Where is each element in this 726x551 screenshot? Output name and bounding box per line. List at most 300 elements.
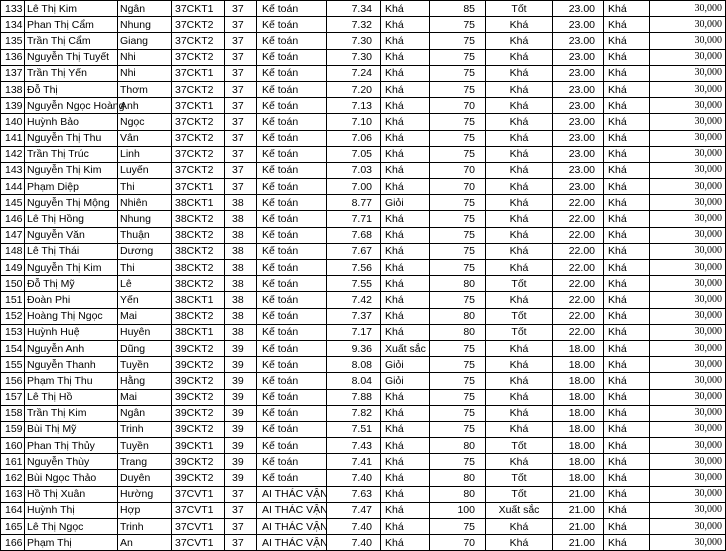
cell-family-name: Huỳnh Bảo bbox=[25, 114, 118, 130]
cell-conduct-score: 75 bbox=[430, 114, 486, 130]
cell-class-code: 38CKT1 bbox=[172, 324, 225, 340]
cell-amount: 30,000 bbox=[650, 195, 726, 211]
table-row bbox=[1, 438, 726, 454]
cell-conduct-score: 80 bbox=[430, 486, 486, 502]
cell-scholarship-type: Khá bbox=[604, 260, 650, 276]
cell-major: AI THÁC VẬN bbox=[257, 535, 327, 551]
cell-scholarship-type: Khá bbox=[604, 195, 650, 211]
cell-conduct-rank: Tốt bbox=[486, 470, 553, 486]
cell-class-code: 37CVT1 bbox=[172, 535, 225, 551]
cell-given-name: Nhi bbox=[118, 65, 172, 81]
cell-major: Kế toán bbox=[257, 227, 327, 243]
cell-conduct-rank: Khá bbox=[486, 227, 553, 243]
table-row bbox=[1, 33, 726, 49]
cell-conduct-rank: Khá bbox=[486, 179, 553, 195]
cell-scholarship-type: Khá bbox=[604, 454, 650, 470]
cell-amount: 30,000 bbox=[650, 454, 726, 470]
cell-major: AI THÁC VẬN bbox=[257, 519, 327, 535]
cell-family-name: Nguyễn Thị Tuyết bbox=[25, 49, 118, 65]
cell-row-number: 165 bbox=[1, 519, 25, 535]
cell-cohort: 38 bbox=[225, 227, 257, 243]
cell-row-number: 161 bbox=[1, 454, 25, 470]
cell-conduct-rank: Tốt bbox=[486, 1, 553, 17]
cell-row-number: 151 bbox=[1, 292, 25, 308]
cell-scholarship-type: Khá bbox=[604, 389, 650, 405]
cell-cohort: 38 bbox=[225, 211, 257, 227]
cell-amount: 30,000 bbox=[650, 49, 726, 65]
cell-amount: 30,000 bbox=[650, 114, 726, 130]
cell-academic-rank: Khá bbox=[381, 405, 430, 421]
cell-row-number: 164 bbox=[1, 502, 25, 518]
cell-given-name: Thuận bbox=[118, 227, 172, 243]
table-row bbox=[1, 114, 726, 130]
cell-amount: 30,000 bbox=[650, 179, 726, 195]
cell-grade-average: 7.30 bbox=[327, 49, 381, 65]
table-row bbox=[1, 357, 726, 373]
cell-amount: 30,000 bbox=[650, 502, 726, 518]
cell-conduct-rank: Khá bbox=[486, 292, 553, 308]
cell-scholarship-type: Khá bbox=[604, 33, 650, 49]
cell-amount: 30,000 bbox=[650, 292, 726, 308]
cell-academic-rank: Khá bbox=[381, 162, 430, 178]
cell-major: Kế toán bbox=[257, 98, 327, 114]
cell-conduct-score: 75 bbox=[430, 357, 486, 373]
cell-credits: 23.00 bbox=[553, 81, 604, 97]
cell-conduct-score: 75 bbox=[430, 260, 486, 276]
cell-cohort: 38 bbox=[225, 292, 257, 308]
cell-conduct-score: 70 bbox=[430, 162, 486, 178]
cell-academic-rank: Khá bbox=[381, 98, 430, 114]
cell-grade-average: 7.20 bbox=[327, 81, 381, 97]
cell-cohort: 37 bbox=[225, 33, 257, 49]
cell-scholarship-type: Khá bbox=[604, 438, 650, 454]
cell-amount: 30,000 bbox=[650, 260, 726, 276]
cell-academic-rank: Khá bbox=[381, 535, 430, 551]
cell-conduct-rank: Khá bbox=[486, 195, 553, 211]
cell-class-code: 37CKT2 bbox=[172, 162, 225, 178]
cell-cohort: 37 bbox=[225, 146, 257, 162]
cell-academic-rank: Khá bbox=[381, 519, 430, 535]
cell-class-code: 37CKT1 bbox=[172, 65, 225, 81]
cell-family-name: Nguyễn Ngọc Hoàng bbox=[25, 98, 118, 114]
cell-given-name: Thơm bbox=[118, 81, 172, 97]
cell-class-code: 37CKT2 bbox=[172, 33, 225, 49]
cell-amount: 30,000 bbox=[650, 373, 726, 389]
cell-scholarship-type: Khá bbox=[604, 162, 650, 178]
cell-row-number: 143 bbox=[1, 162, 25, 178]
cell-conduct-score: 70 bbox=[430, 179, 486, 195]
cell-amount: 30,000 bbox=[650, 81, 726, 97]
cell-academic-rank: Khá bbox=[381, 308, 430, 324]
cell-conduct-score: 75 bbox=[430, 405, 486, 421]
cell-conduct-rank: Khá bbox=[486, 130, 553, 146]
cell-family-name: Nguyễn Thị Mộng bbox=[25, 195, 118, 211]
cell-family-name: Nguyễn Văn bbox=[25, 227, 118, 243]
table-row bbox=[1, 65, 726, 81]
cell-family-name: Nguyễn Thị Thu bbox=[25, 130, 118, 146]
cell-scholarship-type: Khá bbox=[604, 357, 650, 373]
table-row bbox=[1, 340, 726, 356]
cell-conduct-rank: Khá bbox=[486, 421, 553, 437]
cell-amount: 30,000 bbox=[650, 389, 726, 405]
cell-family-name: Trần Thị Yến bbox=[25, 65, 118, 81]
cell-academic-rank: Khá bbox=[381, 17, 430, 33]
cell-major: Kế toán bbox=[257, 308, 327, 324]
cell-family-name: Lê Thị Ngọc bbox=[25, 519, 118, 535]
cell-family-name: Hồ Thị Xuân bbox=[25, 486, 118, 502]
cell-credits: 22.00 bbox=[553, 324, 604, 340]
cell-family-name: Huỳnh Thị bbox=[25, 502, 118, 518]
cell-amount: 30,000 bbox=[650, 33, 726, 49]
cell-conduct-rank: Khá bbox=[486, 17, 553, 33]
cell-conduct-rank: Tốt bbox=[486, 324, 553, 340]
cell-scholarship-type: Khá bbox=[604, 324, 650, 340]
cell-academic-rank: Khá bbox=[381, 179, 430, 195]
cell-cohort: 39 bbox=[225, 389, 257, 405]
cell-amount: 30,000 bbox=[650, 535, 726, 551]
cell-grade-average: 7.24 bbox=[327, 65, 381, 81]
cell-given-name: An bbox=[118, 535, 172, 551]
cell-conduct-score: 75 bbox=[430, 421, 486, 437]
cell-academic-rank: Khá bbox=[381, 292, 430, 308]
cell-grade-average: 7.13 bbox=[327, 98, 381, 114]
cell-family-name: Đỗ Thị Mỹ bbox=[25, 276, 118, 292]
cell-class-code: 38CKT2 bbox=[172, 227, 225, 243]
cell-conduct-rank: Khá bbox=[486, 114, 553, 130]
cell-conduct-rank: Khá bbox=[486, 162, 553, 178]
table-row bbox=[1, 211, 726, 227]
cell-credits: 18.00 bbox=[553, 340, 604, 356]
cell-grade-average: 7.40 bbox=[327, 535, 381, 551]
cell-amount: 30,000 bbox=[650, 324, 726, 340]
cell-given-name: Lê bbox=[118, 276, 172, 292]
cell-grade-average: 7.88 bbox=[327, 389, 381, 405]
cell-given-name: Trinh bbox=[118, 421, 172, 437]
cell-grade-average: 8.08 bbox=[327, 357, 381, 373]
cell-credits: 22.00 bbox=[553, 243, 604, 259]
table-row bbox=[1, 454, 726, 470]
cell-class-code: 39CKT2 bbox=[172, 421, 225, 437]
cell-family-name: Bùi Thị Mỹ bbox=[25, 421, 118, 437]
cell-academic-rank: Khá bbox=[381, 227, 430, 243]
cell-row-number: 144 bbox=[1, 179, 25, 195]
cell-cohort: 38 bbox=[225, 195, 257, 211]
cell-major: Kế toán bbox=[257, 17, 327, 33]
cell-grade-average: 7.17 bbox=[327, 324, 381, 340]
cell-conduct-score: 80 bbox=[430, 276, 486, 292]
cell-major: Kế toán bbox=[257, 454, 327, 470]
cell-major: Kế toán bbox=[257, 292, 327, 308]
table-row bbox=[1, 17, 726, 33]
cell-given-name: Hợp bbox=[118, 502, 172, 518]
cell-academic-rank: Khá bbox=[381, 130, 430, 146]
cell-family-name: Phan Thị Cẩm bbox=[25, 17, 118, 33]
cell-credits: 18.00 bbox=[553, 470, 604, 486]
cell-scholarship-type: Khá bbox=[604, 502, 650, 518]
table-row bbox=[1, 519, 726, 535]
cell-scholarship-type: Khá bbox=[604, 308, 650, 324]
cell-given-name: Nhiên bbox=[118, 195, 172, 211]
cell-cohort: 37 bbox=[225, 98, 257, 114]
cell-academic-rank: Khá bbox=[381, 324, 430, 340]
cell-amount: 30,000 bbox=[650, 308, 726, 324]
cell-conduct-score: 80 bbox=[430, 470, 486, 486]
cell-cohort: 39 bbox=[225, 357, 257, 373]
cell-conduct-rank: Tốt bbox=[486, 276, 553, 292]
cell-row-number: 136 bbox=[1, 49, 25, 65]
cell-row-number: 149 bbox=[1, 260, 25, 276]
cell-row-number: 163 bbox=[1, 486, 25, 502]
cell-cohort: 39 bbox=[225, 454, 257, 470]
cell-given-name: Yến bbox=[118, 292, 172, 308]
cell-family-name: Nguyễn Thị Kim bbox=[25, 260, 118, 276]
cell-credits: 18.00 bbox=[553, 438, 604, 454]
table-row bbox=[1, 81, 726, 97]
table-row bbox=[1, 260, 726, 276]
cell-academic-rank: Khá bbox=[381, 211, 430, 227]
cell-major: Kế toán bbox=[257, 65, 327, 81]
cell-amount: 30,000 bbox=[650, 519, 726, 535]
cell-row-number: 162 bbox=[1, 470, 25, 486]
cell-given-name: Duyên bbox=[118, 470, 172, 486]
cell-academic-rank: Giỏi bbox=[381, 373, 430, 389]
cell-grade-average: 7.34 bbox=[327, 1, 381, 17]
cell-given-name: Dũng bbox=[118, 340, 172, 356]
cell-grade-average: 7.40 bbox=[327, 519, 381, 535]
cell-class-code: 39CKT2 bbox=[172, 389, 225, 405]
cell-grade-average: 7.51 bbox=[327, 421, 381, 437]
table-row bbox=[1, 243, 726, 259]
cell-conduct-score: 75 bbox=[430, 17, 486, 33]
cell-family-name: Nguyễn Anh bbox=[25, 340, 118, 356]
cell-conduct-rank: Khá bbox=[486, 65, 553, 81]
cell-credits: 23.00 bbox=[553, 98, 604, 114]
cell-family-name: Phạm Thị Thu bbox=[25, 373, 118, 389]
cell-credits: 22.00 bbox=[553, 308, 604, 324]
cell-grade-average: 7.63 bbox=[327, 486, 381, 502]
cell-scholarship-type: Khá bbox=[604, 65, 650, 81]
cell-cohort: 39 bbox=[225, 470, 257, 486]
cell-family-name: Phạm Diệp bbox=[25, 179, 118, 195]
cell-credits: 23.00 bbox=[553, 33, 604, 49]
cell-conduct-score: 75 bbox=[430, 33, 486, 49]
cell-cohort: 39 bbox=[225, 373, 257, 389]
cell-cohort: 38 bbox=[225, 260, 257, 276]
cell-scholarship-type: Khá bbox=[604, 486, 650, 502]
cell-scholarship-type: Khá bbox=[604, 470, 650, 486]
cell-conduct-score: 75 bbox=[430, 195, 486, 211]
cell-class-code: 37CKT2 bbox=[172, 49, 225, 65]
cell-scholarship-type: Khá bbox=[604, 243, 650, 259]
cell-scholarship-type: Khá bbox=[604, 81, 650, 97]
cell-credits: 21.00 bbox=[553, 535, 604, 551]
cell-major: AI THÁC VẬN bbox=[257, 486, 327, 502]
cell-row-number: 153 bbox=[1, 324, 25, 340]
cell-cohort: 37 bbox=[225, 81, 257, 97]
cell-academic-rank: Khá bbox=[381, 33, 430, 49]
cell-conduct-rank: Khá bbox=[486, 389, 553, 405]
cell-class-code: 39CKT1 bbox=[172, 438, 225, 454]
cell-conduct-score: 75 bbox=[430, 243, 486, 259]
table-row bbox=[1, 162, 726, 178]
cell-amount: 30,000 bbox=[650, 211, 726, 227]
table-row bbox=[1, 373, 726, 389]
cell-cohort: 37 bbox=[225, 535, 257, 551]
cell-given-name: Anh bbox=[118, 98, 172, 114]
cell-conduct-rank: Khá bbox=[486, 260, 553, 276]
cell-conduct-score: 75 bbox=[430, 211, 486, 227]
cell-conduct-score: 80 bbox=[430, 324, 486, 340]
cell-class-code: 37CVT1 bbox=[172, 502, 225, 518]
cell-conduct-score: 75 bbox=[430, 340, 486, 356]
cell-academic-rank: Khá bbox=[381, 438, 430, 454]
cell-academic-rank: Khá bbox=[381, 470, 430, 486]
cell-grade-average: 7.43 bbox=[327, 438, 381, 454]
cell-class-code: 37CKT1 bbox=[172, 179, 225, 195]
cell-given-name: Nhung bbox=[118, 17, 172, 33]
cell-major: Kế toán bbox=[257, 146, 327, 162]
cell-cohort: 39 bbox=[225, 421, 257, 437]
cell-row-number: 158 bbox=[1, 405, 25, 421]
table-row bbox=[1, 405, 726, 421]
cell-conduct-rank: Khá bbox=[486, 373, 553, 389]
cell-academic-rank: Khá bbox=[381, 486, 430, 502]
cell-class-code: 37CKT1 bbox=[172, 98, 225, 114]
cell-amount: 30,000 bbox=[650, 227, 726, 243]
cell-class-code: 37CKT2 bbox=[172, 81, 225, 97]
cell-family-name: Phan Thị Thủy bbox=[25, 438, 118, 454]
cell-scholarship-type: Khá bbox=[604, 519, 650, 535]
cell-major: Kế toán bbox=[257, 357, 327, 373]
cell-class-code: 38CKT2 bbox=[172, 260, 225, 276]
cell-conduct-rank: Khá bbox=[486, 81, 553, 97]
cell-credits: 18.00 bbox=[553, 405, 604, 421]
cell-credits: 22.00 bbox=[553, 292, 604, 308]
cell-major: Kế toán bbox=[257, 195, 327, 211]
cell-conduct-rank: Khá bbox=[486, 405, 553, 421]
cell-cohort: 38 bbox=[225, 308, 257, 324]
cell-row-number: 137 bbox=[1, 65, 25, 81]
cell-class-code: 38CKT2 bbox=[172, 211, 225, 227]
cell-scholarship-type: Khá bbox=[604, 535, 650, 551]
cell-amount: 30,000 bbox=[650, 470, 726, 486]
cell-credits: 23.00 bbox=[553, 130, 604, 146]
cell-amount: 30,000 bbox=[650, 146, 726, 162]
cell-academic-rank: Khá bbox=[381, 260, 430, 276]
table-row bbox=[1, 276, 726, 292]
cell-academic-rank: Khá bbox=[381, 114, 430, 130]
cell-credits: 23.00 bbox=[553, 179, 604, 195]
cell-amount: 30,000 bbox=[650, 130, 726, 146]
cell-major: Kế toán bbox=[257, 324, 327, 340]
cell-grade-average: 7.41 bbox=[327, 454, 381, 470]
cell-family-name: Đoàn Phi bbox=[25, 292, 118, 308]
cell-class-code: 37CKT1 bbox=[172, 1, 225, 17]
cell-row-number: 166 bbox=[1, 535, 25, 551]
cell-conduct-rank: Khá bbox=[486, 519, 553, 535]
table-row bbox=[1, 535, 726, 551]
cell-major: Kế toán bbox=[257, 49, 327, 65]
cell-scholarship-type: Khá bbox=[604, 179, 650, 195]
cell-row-number: 134 bbox=[1, 17, 25, 33]
cell-row-number: 147 bbox=[1, 227, 25, 243]
cell-amount: 30,000 bbox=[650, 340, 726, 356]
cell-class-code: 39CKT2 bbox=[172, 405, 225, 421]
cell-row-number: 152 bbox=[1, 308, 25, 324]
cell-row-number: 146 bbox=[1, 211, 25, 227]
cell-cohort: 38 bbox=[225, 243, 257, 259]
cell-class-code: 37CVT1 bbox=[172, 519, 225, 535]
table-row bbox=[1, 146, 726, 162]
cell-major: Kế toán bbox=[257, 260, 327, 276]
cell-scholarship-type: Khá bbox=[604, 373, 650, 389]
cell-family-name: Bùi Ngọc Thảo bbox=[25, 470, 118, 486]
cell-given-name: Ngân bbox=[118, 405, 172, 421]
cell-grade-average: 7.05 bbox=[327, 146, 381, 162]
cell-cohort: 37 bbox=[225, 1, 257, 17]
cell-amount: 30,000 bbox=[650, 162, 726, 178]
cell-class-code: 39CKT2 bbox=[172, 373, 225, 389]
cell-class-code: 38CKT1 bbox=[172, 195, 225, 211]
cell-conduct-score: 75 bbox=[430, 389, 486, 405]
cell-class-code: 39CKT2 bbox=[172, 454, 225, 470]
cell-family-name: Lê Thị Thái bbox=[25, 243, 118, 259]
cell-academic-rank: Khá bbox=[381, 65, 430, 81]
cell-grade-average: 7.30 bbox=[327, 33, 381, 49]
cell-grade-average: 7.32 bbox=[327, 17, 381, 33]
cell-conduct-score: 75 bbox=[430, 519, 486, 535]
cell-academic-rank: Khá bbox=[381, 49, 430, 65]
cell-major: Kế toán bbox=[257, 276, 327, 292]
cell-major: Kế toán bbox=[257, 340, 327, 356]
cell-major: Kế toán bbox=[257, 179, 327, 195]
cell-amount: 30,000 bbox=[650, 17, 726, 33]
cell-conduct-rank: Xuất sắc bbox=[486, 502, 553, 518]
cell-class-code: 38CKT2 bbox=[172, 308, 225, 324]
cell-class-code: 39CKT2 bbox=[172, 340, 225, 356]
cell-academic-rank: Giỏi bbox=[381, 195, 430, 211]
cell-class-code: 39CKT2 bbox=[172, 357, 225, 373]
cell-cohort: 38 bbox=[225, 276, 257, 292]
cell-credits: 22.00 bbox=[553, 227, 604, 243]
cell-conduct-score: 75 bbox=[430, 146, 486, 162]
table-body bbox=[1, 1, 726, 551]
table-row bbox=[1, 98, 726, 114]
cell-given-name: Thi bbox=[118, 260, 172, 276]
cell-conduct-rank: Khá bbox=[486, 211, 553, 227]
cell-academic-rank: Khá bbox=[381, 243, 430, 259]
table-row bbox=[1, 292, 726, 308]
cell-row-number: 150 bbox=[1, 276, 25, 292]
cell-given-name: Hằng bbox=[118, 373, 172, 389]
cell-class-code: 37CVT1 bbox=[172, 486, 225, 502]
cell-credits: 23.00 bbox=[553, 49, 604, 65]
cell-row-number: 145 bbox=[1, 195, 25, 211]
cell-class-code: 37CKT2 bbox=[172, 130, 225, 146]
cell-credits: 23.00 bbox=[553, 114, 604, 130]
cell-grade-average: 7.40 bbox=[327, 470, 381, 486]
cell-credits: 23.00 bbox=[553, 17, 604, 33]
cell-grade-average: 7.71 bbox=[327, 211, 381, 227]
cell-major: Kế toán bbox=[257, 162, 327, 178]
cell-family-name: Lê Thị Hồ bbox=[25, 389, 118, 405]
cell-scholarship-type: Khá bbox=[604, 17, 650, 33]
cell-scholarship-type: Khá bbox=[604, 276, 650, 292]
cell-family-name: Trần Thị Cẩm bbox=[25, 33, 118, 49]
cell-credits: 22.00 bbox=[553, 276, 604, 292]
cell-academic-rank: Giỏi bbox=[381, 357, 430, 373]
cell-major: Kế toán bbox=[257, 243, 327, 259]
